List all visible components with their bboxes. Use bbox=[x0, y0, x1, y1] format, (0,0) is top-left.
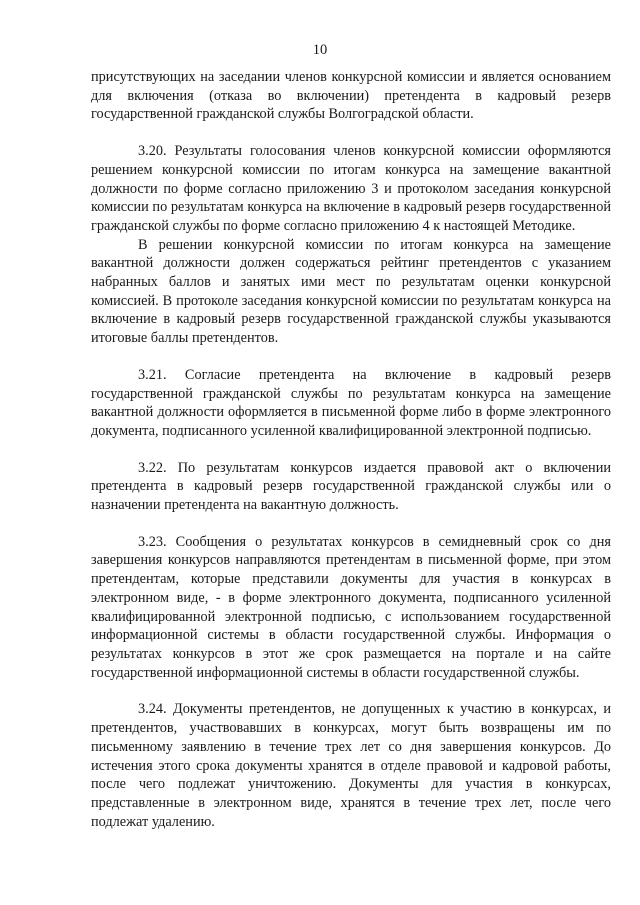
document-body bbox=[91, 68, 611, 831]
paragraph-3-24: 3.24. Документы претендентов, не допущенных к участию в конкурсах, и претендентов, участвовавших в конкурсах, могут быть возвращены им по письменному заявлению в течение трех лет со дня завершения конкурсов. До истечения этого срока документы хранятся в отделе правовой и кадровой работы, после чего подлежат уничтожению. Документы для участия в конкурсах, представленные в электронном виде, хранятся в течение трех лет, после чего подлежат удалению. bbox=[91, 701, 611, 830]
page-number: 10 bbox=[312, 42, 328, 58]
paragraph-continuation: присутствующих на заседании членов конкурсной комиссии и является основанием для включения (отказа во включении) претендента в кадровый резерв государственной гражданской службы Волгоградской области. bbox=[91, 69, 611, 123]
paragraph-3-23: 3.23. Сообщения о результатах конкурсов в семидневный срок со дня завершения конкурсов направляются претендентам в письменной форме, при этом претендентам, которые представили документы для участия в конкурсах в электронном виде, - в форме электронного документа, подписанного усиленной квалифицированной электронной подписью, с использованием государственной информационной системы в области государственной службы. Информация о результатах конкурсов в этот же срок размещается на портале и на сайте государственной информационной системы в области государственной службы. bbox=[91, 533, 611, 681]
paragraph-3-20: 3.20. Результаты голосования членов конкурсной комиссии оформляются решением конкурсной комиссии по итогам конкурса на замещение вакантной должности по форме согласно приложению 3 и протоколом заседания конкурсной комиссии по результатам конкурса на включение в кадровый резерв государственной гражданской службы по форме согласно приложению 4 к настоящей Методике. bbox=[91, 143, 611, 234]
paragraph-3-21: 3.21. Согласие претендента на включение в кадровый резерв государственной гражданской службы по результатам конкурса на замещение вакантной должности оформляется в письменной форме либо в форме электронного документа, подписанного усиленной квалифицированной электронной подписью. bbox=[91, 366, 611, 439]
paragraph-3-20-rating: В решении конкурсной комиссии по итогам конкурса на замещение вакантной должности должен содержаться рейтинг претендентов с указанием набранных баллов и занятых ими мест по результатам оценки конкурсной комиссией. В протоколе заседания конкурсной комиссии по результатам конкурса на включение в кадровый резерв государственной гражданской службы указываются итоговые баллы претендентов. bbox=[91, 236, 611, 347]
paragraph-3-22: 3.22. По результатам конкурсов издается правовой акт о включении претендента в кадровый резерв государственной гражданской службы или о назначении претендента на вакантную должность. bbox=[91, 459, 611, 514]
